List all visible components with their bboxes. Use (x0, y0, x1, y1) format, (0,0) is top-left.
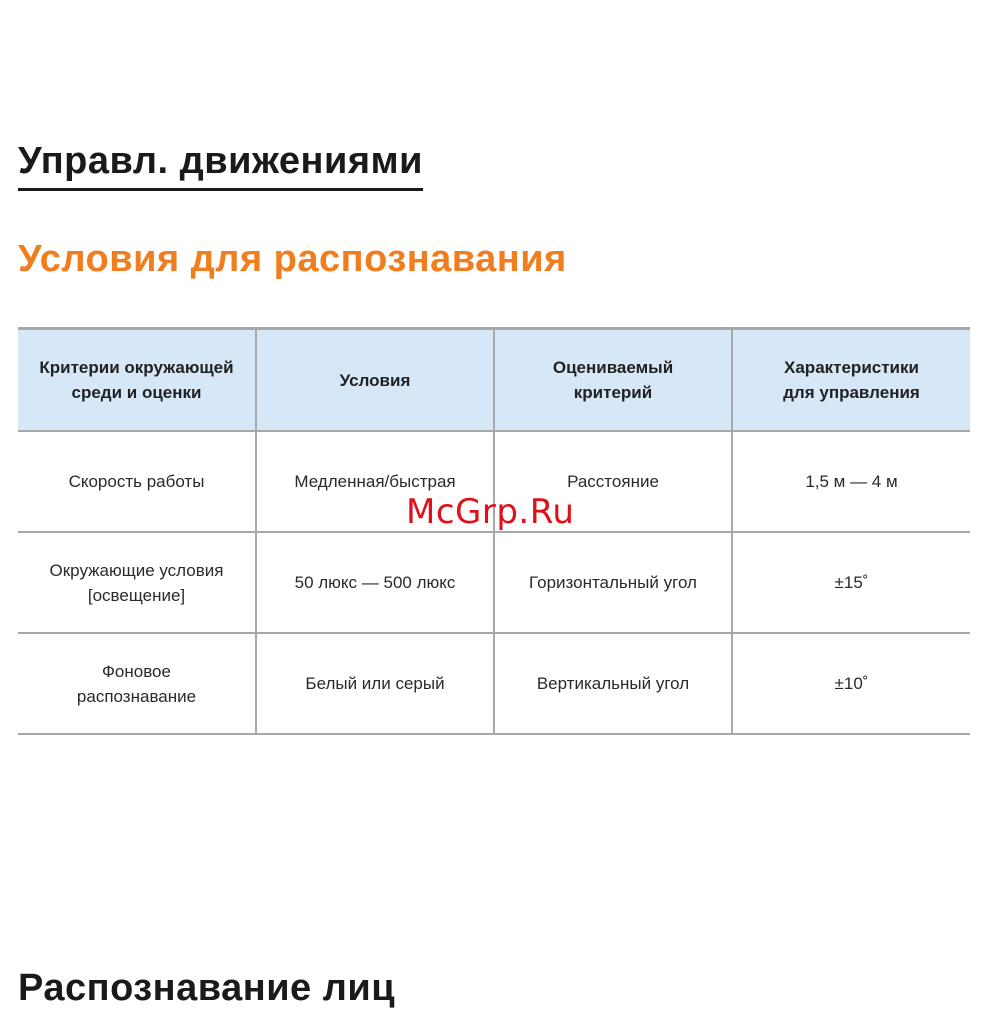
table-cell (732, 431, 970, 532)
cell-text: Вертикальный угол (536, 674, 690, 693)
cell-text: Окружающие условия (49, 560, 224, 580)
column-header-characteristics (732, 329, 970, 432)
column-header-criteria (18, 329, 256, 432)
cell-text: [освещение] (87, 585, 186, 605)
header-text: Условия (339, 370, 411, 390)
table-cell (732, 532, 970, 633)
table-cell (732, 633, 970, 734)
column-header-conditions (256, 329, 494, 432)
next-section-title: Распознавание лиц (18, 967, 396, 1009)
header-text: Характеристики (784, 358, 919, 377)
cell-text: 1,5 м — 4 м (805, 472, 898, 491)
table-row (18, 633, 970, 734)
header-text: критерий (573, 383, 653, 402)
section-title: Управл. движениями (18, 138, 423, 191)
table-cell (494, 532, 732, 633)
table-row (18, 532, 970, 633)
cell-text: 50 люкс — 500 люкс (294, 573, 456, 592)
header-text: Критерии окружающей (39, 358, 234, 377)
header-text: для управления (783, 383, 920, 402)
table-cell (18, 431, 256, 532)
table-header-row (18, 329, 970, 432)
watermark: McGrp.Ru (406, 492, 575, 532)
cell-text: Белый или серый (305, 674, 445, 693)
table-cell (256, 633, 494, 734)
table-cell (256, 532, 494, 633)
cell-text: ±10˚ (834, 674, 869, 693)
table-cell (18, 532, 256, 633)
subsection-title: Условия для распознавания (18, 238, 567, 280)
header-text: Оцениваемый (552, 358, 674, 377)
header-text: среди и оценки (71, 383, 202, 402)
cell-text: Медленная/быстрая (294, 472, 456, 491)
table-cell (18, 633, 256, 734)
cell-text: Горизонтальный угол (529, 573, 697, 592)
column-header-evaluated-criterion (494, 329, 732, 432)
cell-text: ±15˚ (834, 573, 869, 592)
table-cell (494, 633, 732, 734)
cell-text: Фоновое (102, 661, 171, 681)
cell-text: распознавание (76, 686, 197, 706)
cell-text: Скорость работы (68, 472, 205, 491)
cell-text: Расстояние (567, 472, 659, 491)
